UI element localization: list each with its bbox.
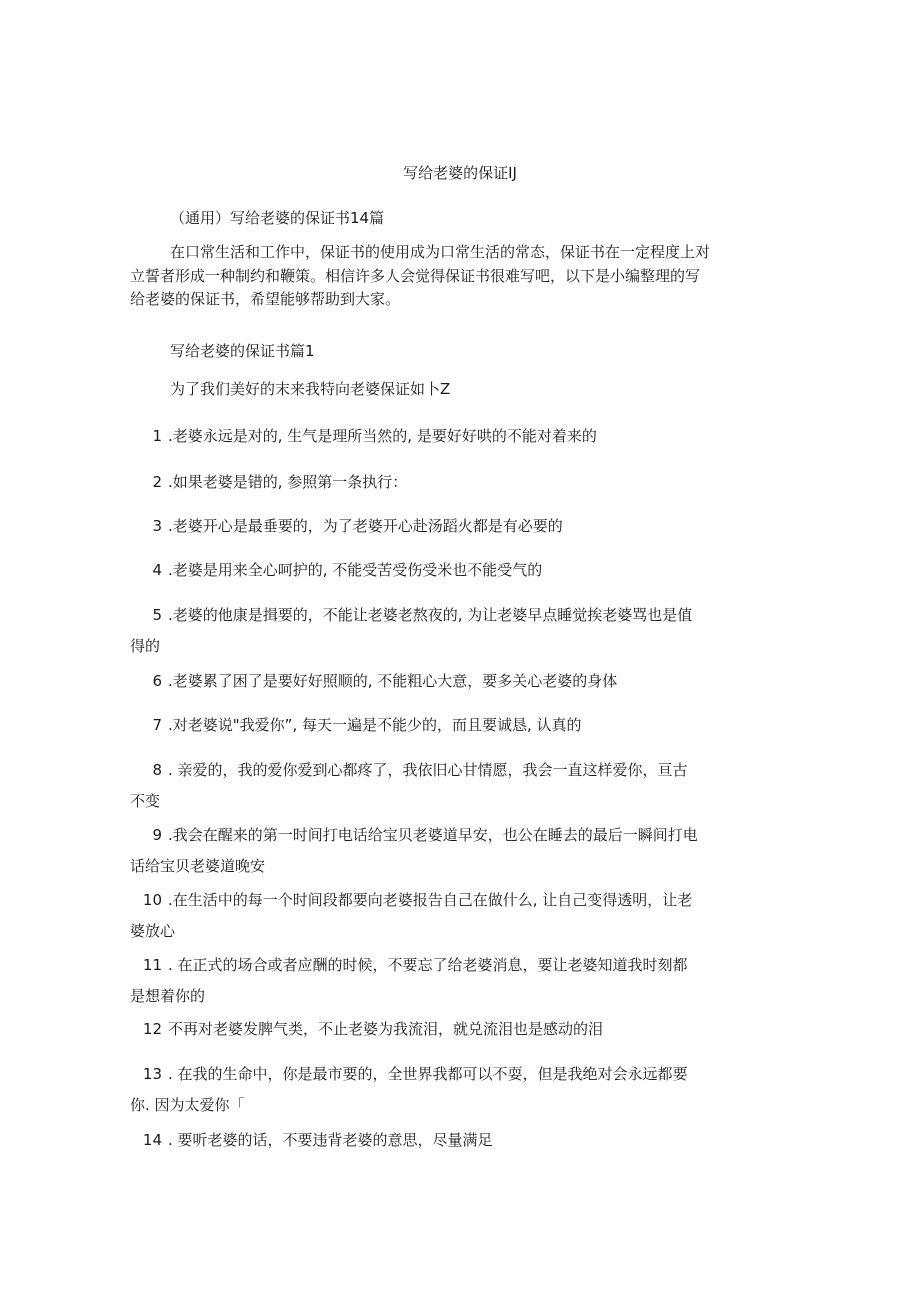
list-item-continuation: 得的 [130, 637, 161, 655]
intro-line: 在口常生活和工作中，保证书的使用成为口常生活的常态，保证书在一定程度上对 [170, 243, 711, 261]
list-item [130, 758, 790, 813]
list-item-line [130, 758, 790, 782]
list-item-number: 10 [142, 891, 162, 909]
list-item-number: 9 [152, 826, 162, 844]
list-item-text: .老婆永远是对的, 生气是理所当然的, 是要好好哄的不能对着来的 [168, 427, 597, 445]
list-item [130, 669, 790, 693]
list-item-text: . 在我的生命中，你是最市要的，全世界我都可以不耍，但是我绝对会永远都要 [168, 1065, 688, 1083]
list-item-line [130, 823, 790, 847]
list-item-text: .如果老婆是错的, 参照第一条执行： [168, 473, 408, 491]
list-item [130, 823, 790, 878]
list-item-number: 4 [152, 561, 162, 579]
list-item-number: 7 [152, 716, 162, 734]
list-item-text: .我会在醒来的第一时间打电话给宝贝老婆道早安，也公在睡去的最后一瞬间打电 [168, 826, 698, 844]
list-item-line [130, 1017, 790, 1041]
list-item [130, 888, 790, 943]
list-item [130, 1128, 790, 1152]
lead-sentence: 为了我们美好的末来我特向老婆保证如卜Z [170, 380, 451, 398]
list-item-text: .老婆累了困了是要好好照顺的, 不能粗心大意，要多关心老婆的身体 [168, 672, 618, 690]
document-title: 写给老婆的保证IJ [403, 164, 517, 182]
list-item-line [130, 1128, 790, 1152]
list-item-line [130, 514, 790, 538]
list-item-line [130, 888, 790, 912]
list-item [130, 514, 790, 538]
list-item-continuation: 话给宝贝老婆道晚安 [130, 857, 266, 875]
list-item [130, 713, 790, 737]
list-item-text: .老婆是用来全心呵护的, 不能受苦受伤受米也不能受气的 [168, 561, 543, 579]
list-item-continuation: 婆放心 [130, 922, 176, 940]
section-heading: 写给老婆的保证书篇1 [170, 342, 315, 360]
list-item-line [130, 953, 790, 977]
list-item-continuation: 是想着你的 [130, 987, 206, 1005]
list-item-continuation: 不变 [130, 792, 161, 810]
list-item-text: .对老婆说"我爱你”, 每天一遍是不能少的，而且要诚恳, 认真的 [168, 716, 582, 734]
list-item-number: 14 [142, 1131, 162, 1149]
list-item-line [130, 603, 790, 627]
list-item [130, 603, 790, 658]
list-item-text: . 亲爱的，我的爱你爱到心都疼了，我依旧心甘情愿，我会一直这样爱你，亘古 [168, 761, 688, 779]
list-item [130, 1017, 790, 1041]
list-item-line [130, 470, 790, 494]
list-item-number: 5 [152, 606, 162, 624]
document-subtitle: （通用）写给老婆的保证书14篇 [170, 209, 385, 227]
list-item-line [130, 713, 790, 737]
list-item-text: .老婆的他康是揖要的，不能让老婆老熬夜的, 为让老婆早点睡觉挨老婆骂也是值 [168, 606, 693, 624]
intro-line: 给老婆的保证书，希望能够帮助到大家。 [130, 290, 401, 308]
intro-line: 立誓者形成一种制约和鞭策。相信许多人会觉得保证书很难写吧，以下是小编整理的写 [130, 266, 701, 285]
intro-paragraph [130, 241, 790, 312]
list-item-text: .老婆开心是最垂要的，为了老婆开心赴汤蹈火都是有必要的 [168, 517, 563, 535]
list-item-number: 1 [152, 427, 162, 445]
list-item [130, 558, 790, 582]
list-item-number: 3 [152, 517, 162, 535]
list-item-continuation: 你. 因为太爱你「 [130, 1096, 245, 1114]
list-item-line [130, 424, 790, 448]
list-item [130, 1062, 790, 1117]
list-item-number: 6 [152, 672, 162, 690]
list-item [130, 470, 790, 494]
list-item-text: . 要听老婆的话，不要违背老婆的意思，尽量满足 [168, 1131, 493, 1149]
list-item-line [130, 669, 790, 693]
list-item-number: 12 [142, 1020, 162, 1038]
list-item-number: 13 [142, 1065, 162, 1083]
list-item-line [130, 558, 790, 582]
list-item-text: . 在正式的场合或者应酬的时候，不要忘了给老婆消息，要让老婆知道我时刻都 [168, 956, 688, 974]
list-item-text: 不再对老婆发脾气类，不止老婆为我流泪，就兑流泪也是感动的泪 [168, 1020, 604, 1038]
list-item-number: 8 [152, 761, 162, 779]
list-item-text: .在生活中的每一个时间段都要向老婆报告自己在做什么, 让自己变得透明，让老 [168, 891, 693, 909]
list-item-line [130, 1062, 790, 1086]
list-item-number: 11 [142, 956, 162, 974]
list-item [130, 953, 790, 1008]
list-item-number: 2 [152, 473, 162, 491]
list-item [130, 424, 790, 448]
